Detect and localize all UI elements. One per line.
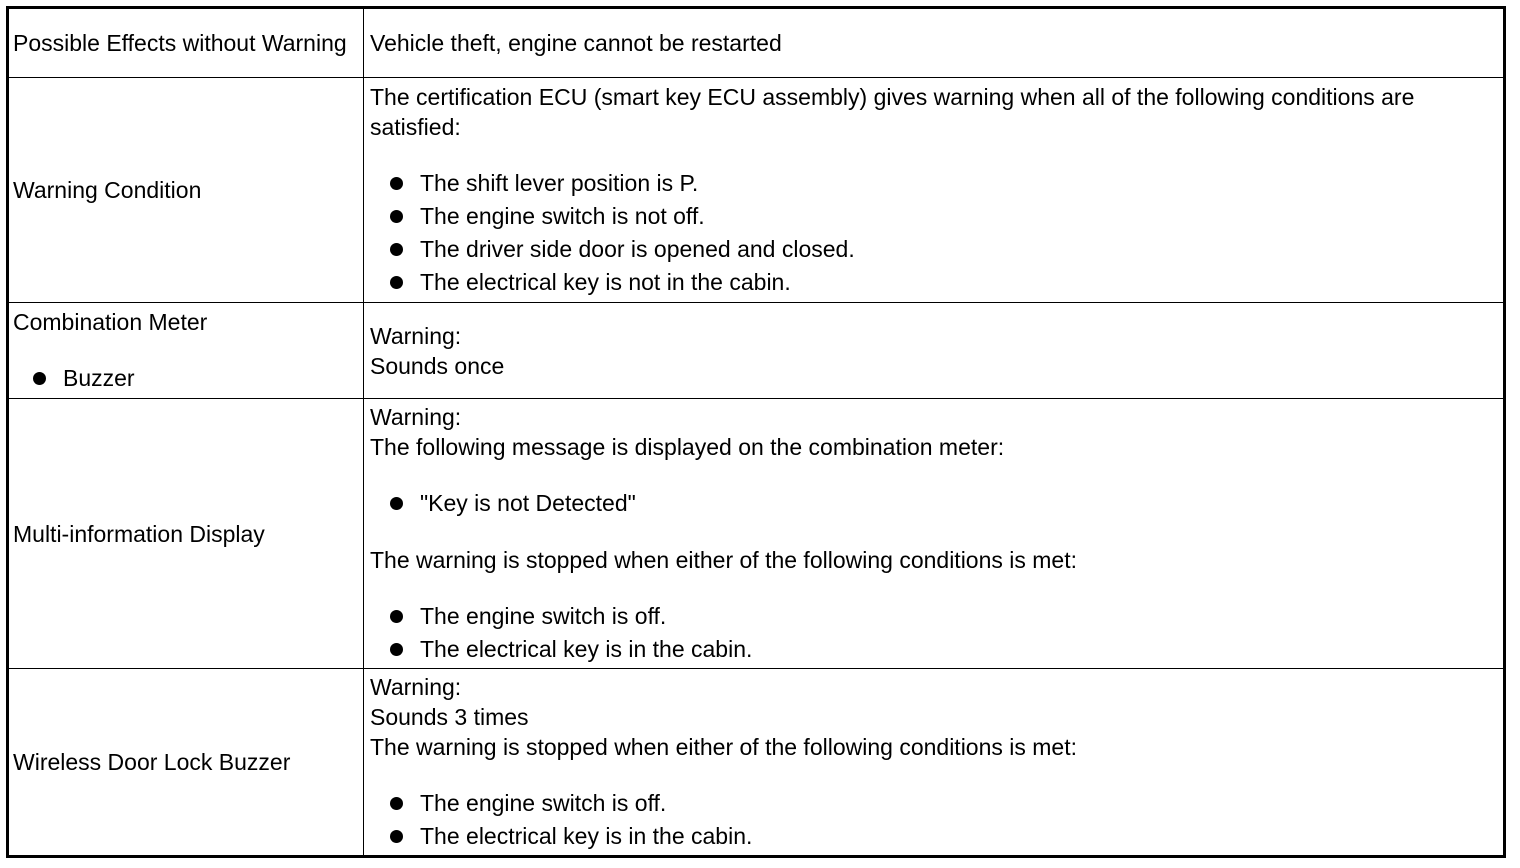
bullet-icon xyxy=(390,497,403,510)
list-item-text: The electrical key is in the cabin. xyxy=(420,822,753,849)
row-label-cell xyxy=(8,8,364,78)
list-item xyxy=(370,787,1497,820)
list-item-text: The driver side door is opened and closed. xyxy=(420,235,855,262)
bullet-icon xyxy=(390,797,403,810)
row-label: Warning Condition xyxy=(13,177,202,203)
stop-condition-list xyxy=(370,787,1497,853)
value-line: Warning: xyxy=(370,403,462,430)
bullet-icon xyxy=(390,643,403,656)
row-label-cell xyxy=(8,399,364,669)
warning-spec-table xyxy=(6,6,1506,858)
table-row xyxy=(8,399,1505,669)
condition-intro: The certification ECU (smart key ECU assembly) gives warning when all of the following conditions are satisfied: xyxy=(370,83,1415,140)
row-value-cell xyxy=(364,399,1505,669)
row-value-text: Vehicle theft, engine cannot be restarted xyxy=(370,30,782,56)
list-item-text: The engine switch is off. xyxy=(420,602,667,629)
list-item xyxy=(13,362,357,395)
list-item-text: "Key is not Detected" xyxy=(420,489,636,516)
list-item xyxy=(370,633,1497,666)
table-row xyxy=(8,303,1505,399)
list-item-text: Buzzer xyxy=(63,364,135,391)
row-label-cell xyxy=(8,303,364,399)
stop-condition-text: The warning is stopped when either of the following conditions is met: xyxy=(370,546,1078,573)
row-label-cell xyxy=(8,669,364,857)
row-value-cell xyxy=(364,8,1505,78)
table-row xyxy=(8,78,1505,303)
list-item xyxy=(370,487,1497,520)
bullet-icon xyxy=(390,610,403,623)
label-bullet-list xyxy=(13,362,357,395)
list-item-text: The electrical key is not in the cabin. xyxy=(420,268,791,295)
row-label: Possible Effects without Warning xyxy=(13,30,347,56)
list-item-text: The engine switch is off. xyxy=(420,789,667,816)
bullet-icon xyxy=(390,210,403,223)
value-line: Warning: xyxy=(370,322,462,349)
bullet-icon xyxy=(390,830,403,843)
list-item xyxy=(370,167,1497,200)
bullet-icon xyxy=(33,372,46,385)
list-item xyxy=(370,266,1497,299)
value-line: The following message is displayed on the combination meter: xyxy=(370,433,1005,460)
list-item-text: The shift lever position is P. xyxy=(420,169,699,196)
value-line: Warning: xyxy=(370,673,462,700)
row-value-cell xyxy=(364,303,1505,399)
bullet-icon xyxy=(390,243,403,256)
list-item xyxy=(370,200,1497,233)
bullet-icon xyxy=(390,276,403,289)
table-row xyxy=(8,8,1505,78)
row-label-cell xyxy=(8,78,364,303)
condition-list xyxy=(370,167,1497,299)
bullet-icon xyxy=(390,177,403,190)
message-list xyxy=(370,487,1497,520)
row-label: Wireless Door Lock Buzzer xyxy=(13,749,291,775)
list-item-text: The engine switch is not off. xyxy=(420,202,705,229)
row-label: Multi-information Display xyxy=(13,520,265,547)
row-value-cell xyxy=(364,669,1505,857)
value-line: Sounds once xyxy=(370,352,505,379)
value-line: The warning is stopped when either of the following conditions is met: xyxy=(370,733,1078,760)
list-item xyxy=(370,600,1497,633)
table-row xyxy=(8,669,1505,857)
list-item xyxy=(370,820,1497,853)
list-item xyxy=(370,233,1497,266)
list-item-text: The electrical key is in the cabin. xyxy=(420,635,753,662)
row-value-cell xyxy=(364,78,1505,303)
value-line: Sounds 3 times xyxy=(370,703,529,730)
row-label: Combination Meter xyxy=(13,308,208,335)
stop-condition-list xyxy=(370,600,1497,666)
